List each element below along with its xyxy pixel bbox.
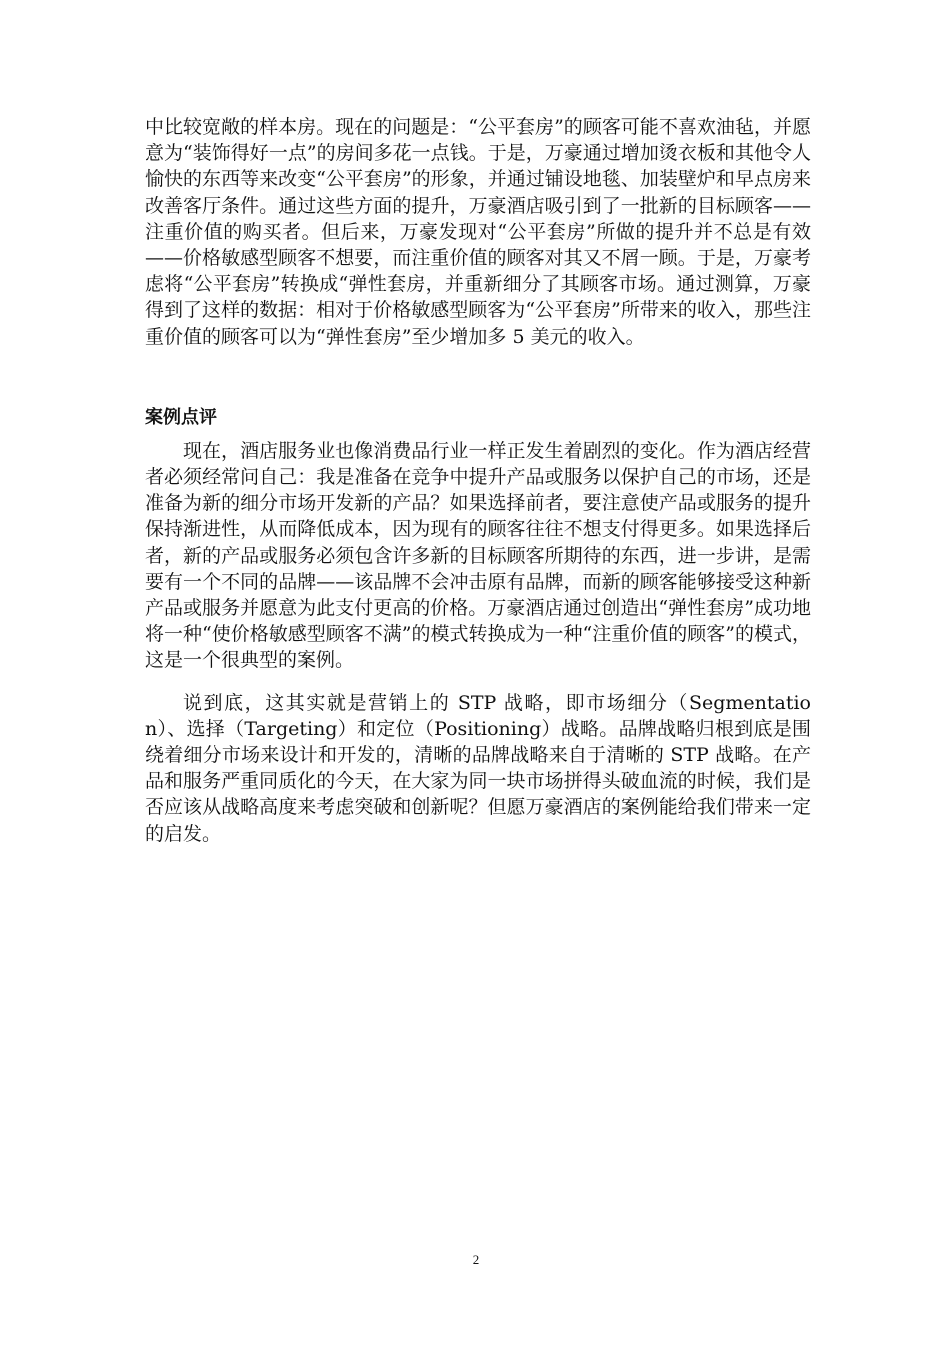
body-paragraph-continued: 中比较宽敞的样本房。现在的问题是：“公平套房”的顾客可能不喜欢油毡，并愿意为“装饰得好一点”的房间多花一点钱。于是，万豪通过增加烫衣板和其他令人愉快的东西等来改变“公平套房”的形象，并通过铺设地毯、加装壁炉和早点房来改善客厅条件。通过这些方面的提升，万豪酒店吸引到了一批新的目标顾客——注重价值的购买者。但后来，万豪发现对“公平套房”所做的提升并不总是有效——价格敏感型顾客不想要，而注重价值的顾客对其又不屑一顾。于是，万豪考虑将“公平套房”转换成“弹性套房，并重新细分了其顾客市场。通过测算，万豪得到了这样的数据：相对于价格敏感型顾客为“公平套房”所带来的收入，那些注重价值的顾客可以为“弹性套房”至少增加多 5 美元的收入。 xyxy=(145,116,811,348)
section-heading-case-review: 案例点评 xyxy=(145,406,217,428)
body-paragraph-review: 现在，酒店服务业也像消费品行业一样正发生着剧烈的变化。作为酒店经营者必须经常问自己：我是准备在竞争中提升产品或服务以保护自己的市场，还是准备为新的细分市场开发新的产品？如果选择前者，要注意使产品或服务的提升保持渐进性，从而降低成本，因为现有的顾客往往不想支付得更多。如果选择后者，新的产品或服务必须包含许多新的目标顾客所期待的东西，进一步讲，是需要有一个不同的品牌——该品牌不会冲击原有品牌，而新的顾客能够接受这种新产品或服务并愿意为此支付更高的价格。万豪酒店通过创造出“弹性套房”成功地将一种“使价格敏感型顾客不满”的模式转换成为一种“注重价值的顾客”的模式，这是一个很典型的案例。 xyxy=(145,439,811,672)
paragraph-spacer xyxy=(145,674,811,690)
page-number: 2 xyxy=(472,1252,480,1267)
page-content xyxy=(145,114,811,847)
body-paragraph-stp: 说到底，这其实就是营销上的 STP 战略，即市场细分（Segmentation）、选择（Targeting）和定位（Positioning）战略。品牌战略归根到底是围绕着细分市场来设计和开发的，清晰的品牌战略来自于清晰的 STP 战略。在产品和服务严重同质化的今天，在大家为同一块市场拼得头破血流的时候，我们是否应该从战略高度来考虑突破和创新呢？但愿万豪酒店的案例能给我们带来一定的启发。 xyxy=(145,691,811,845)
